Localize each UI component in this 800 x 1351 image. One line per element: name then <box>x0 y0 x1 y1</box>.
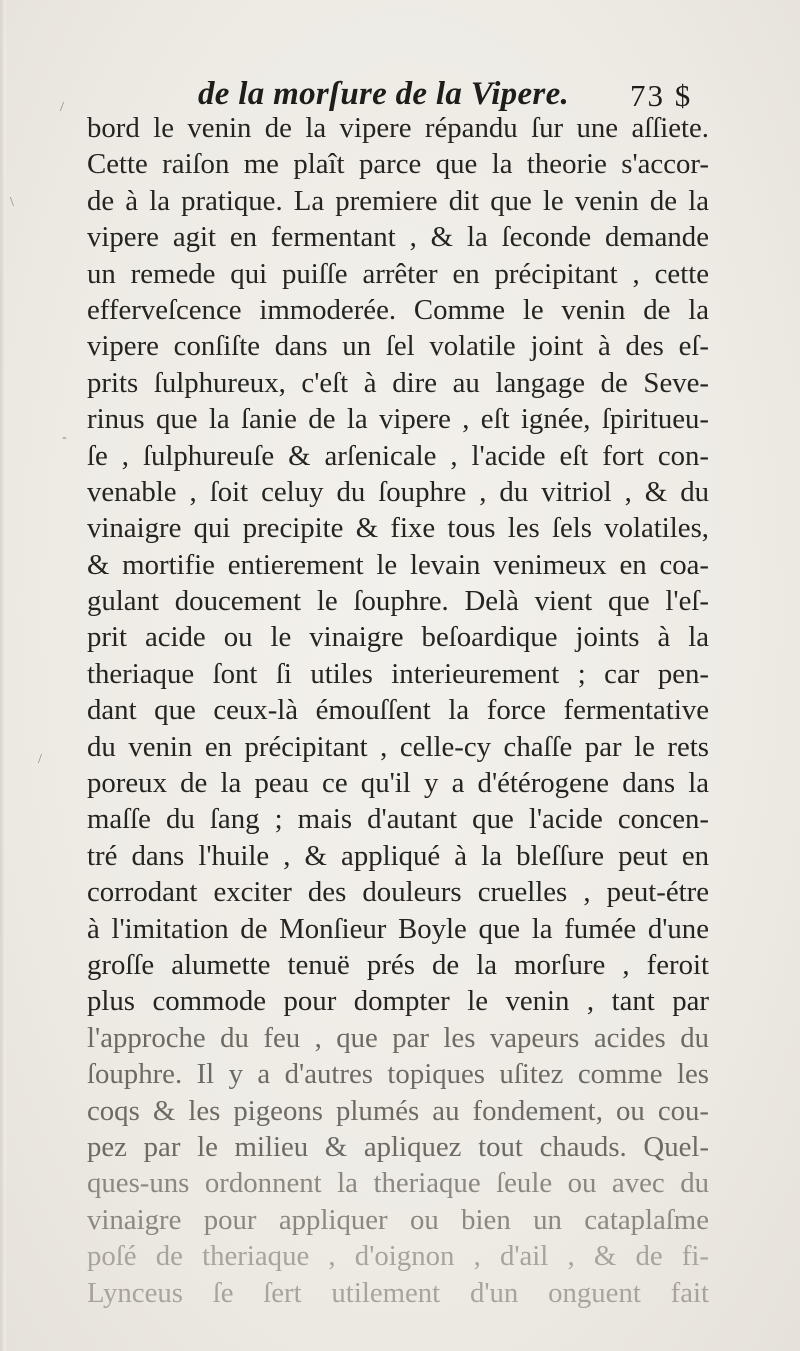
text-line: efferveſcence immoderée. Comme le venin de la <box>87 293 709 326</box>
text-line: de à la pratique. La premiere dit que le venin de la <box>87 184 709 217</box>
text-line: tré dans l'huile , & appliqué à la bleſſure peut en <box>87 839 709 872</box>
text-line: vinaigre qui precipite & fixe tous les ſels volatiles, <box>87 512 709 545</box>
text-line: du venin en précipitant , celle-cy chaſſe par le rets <box>87 730 709 763</box>
text-line: vipere agit en fermentant , & la ſeconde demande <box>87 221 709 254</box>
margin-mark: / <box>60 100 64 115</box>
text-line: ſe , ſulphureuſe & arſenicale , l'acide eſt fort con- <box>87 439 709 472</box>
text-line: Lynceus ſe ſert utilement d'un onguent fait <box>87 1276 709 1309</box>
text-line: corrodant exciter des douleurs cruelles , peut-étre <box>87 876 709 909</box>
text-line: prit acide ou le vinaigre beſoardique joints à la <box>87 621 709 654</box>
text-line: maſſe du ſang ; mais d'autant que l'acide concen- <box>87 803 709 836</box>
running-title: de la morſure de la Vipere. <box>198 76 570 112</box>
text-line: gulant doucement le ſouphre. Delà vient que l'eſ- <box>87 585 709 618</box>
page-number: 73 $ <box>630 78 693 113</box>
text-line: l'approche du feu , que par les vapeurs acides du <box>87 1021 709 1054</box>
text-line: Cette raiſon me plaît parce que la theorie s'accor- <box>87 148 709 181</box>
text-line: coqs & les pigeons plumés au fondement, ou cou- <box>87 1094 709 1127</box>
text-line: vipere conſiſte dans un ſel volatile joint à des eſ- <box>87 330 709 363</box>
text-line: vinaigre pour appliquer ou bien un cataplaſme <box>87 1203 709 1236</box>
text-line: à l'imitation de Monſieur Boyle que la fumée d'une <box>87 912 709 945</box>
margin-mark: \ <box>10 195 14 210</box>
text-line: venable , ſoit celuy du ſouphre , du vitriol , & du <box>87 475 709 508</box>
text-line: rinus que la ſanie de la vipere , eſt ignée, ſpiritueu- <box>87 403 709 436</box>
text-line: prits ſulphureux, c'eſt à dire au langage de Seve- <box>87 366 709 399</box>
body-text <box>87 110 709 1311</box>
margin-mark: - <box>62 430 67 445</box>
text-line: groſſe alumette tenuë prés de la morſure , feroit <box>87 948 709 981</box>
text-line: ques-uns ordonnent la theriaque ſeule ou avec du <box>87 1167 709 1200</box>
margin-mark: / <box>38 752 42 767</box>
text-line: pez par le milieu & apliquez tout chauds. Quel- <box>87 1130 709 1163</box>
text-line: poſé de theriaque , d'oignon , d'ail , & de fi- <box>87 1240 709 1273</box>
text-line: plus commode pour dompter le venin , tant par <box>87 985 709 1018</box>
text-line: un remede qui puiſſe arrêter en précipitant , cette <box>87 257 709 290</box>
text-line: dant que ceux-là émouſſent la force fermentative <box>87 694 709 727</box>
text-line: bord le venin de la vipere répandu ſur une aſſiete. <box>87 112 709 144</box>
text-line: ſouphre. Il y a d'autres topiques uſitez comme les <box>87 1058 709 1091</box>
text-line: & mortifie entierement le levain venimeux en coa- <box>87 548 709 581</box>
page-edge-shadow <box>0 0 6 1351</box>
text-line: theriaque ſont ſi utiles interieurement ; car pen- <box>87 657 709 690</box>
text-line: poreux de la peau ce qu'il y a d'étérogene dans la <box>87 767 709 800</box>
